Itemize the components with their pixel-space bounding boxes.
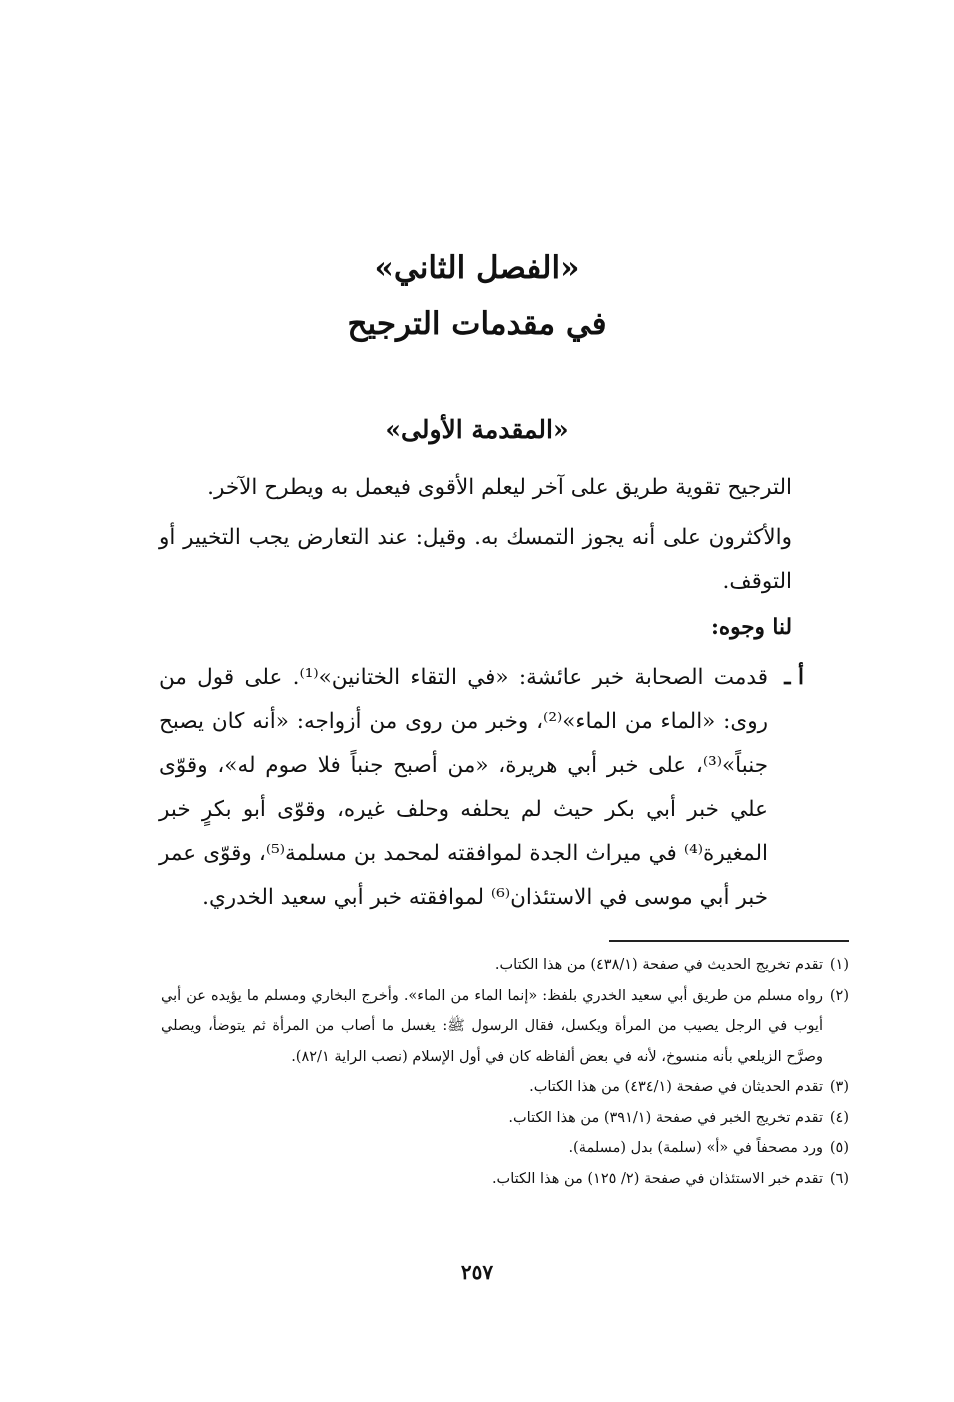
footnote-number: (٣): [829, 1079, 849, 1095]
list-item-a-text: قدمت الصحابة خبر عائشة: «في التقاء الختانين»⁽¹⁾. على قول من روى: «الماء من الماء»⁽²⁾، وخبر من روى من أزواجه: «أنه كان يصبح جنباً»⁽³⁾، على خبر أبي هريرة، «من أصبح جنباً فلا صوم له»، وقوّى علي خبر أبي بكر حيث لم يحلفه وحلف غيره، وقوّى أبو بكرٍ خبر المغيرة⁽⁴⁾ في ميراث الجدة لموافقته لمحمد بن مسلمة⁽⁵⁾، وقوّى عمر خبر أبي موسى في الاستئذان⁽⁶⁾ لموافقته خبر أبي سعيد الخدري.: [159, 665, 769, 910]
footnote-text: ورد مصحفاً في «أ» (سلمة) بدل (مسلمة).: [568, 1140, 823, 1156]
section-title: «المقدمة الأولى»: [385, 415, 569, 444]
body-text: [159, 466, 804, 920]
footnote: [161, 1133, 849, 1164]
page-number: ٢٥٧: [460, 1260, 494, 1284]
footnote: [161, 1164, 849, 1195]
footnote-text: رواه مسلم من طريق أبي سعيد الخدري بلفظ: «إنما الماء من الماء». وأخرج البخاري ومسلم ما يؤيده عن أبي أيوب في الرجل يصيب من المرأة ويكسل، فقال الرسول ﷺ: يغسل ما أصاب من المرأة ثم يتوضأ، ويصلي وصرَّح الزيلعي بأنه منسوخ، لأنه في بعض ألفاظه كان في أول الإسلام (نصب الراية ٨٢/١).: [161, 987, 823, 1065]
footnotes: [161, 950, 849, 1194]
footnote-text: تقدم الحديثان في صفحة (٤٣٤/١) من هذا الكتاب.: [529, 1079, 823, 1095]
footnote: [161, 1103, 849, 1134]
chapter-title-line1: «الفصل الثاني»: [374, 250, 580, 286]
list-marker-a: أ ـ: [784, 665, 804, 690]
subheading-reasons: لنا وجوه:: [710, 615, 792, 640]
footnote-number: (١): [829, 957, 849, 973]
chapter-title-line2: في مقدمات الترجيح: [347, 306, 607, 342]
chapter-title: [0, 240, 954, 352]
footnote: [161, 981, 849, 1073]
footnote-text: تقدم تخريج الحديث في صفحة (٤٣٨/١) من هذا الكتاب.: [494, 957, 823, 973]
paragraph-definition: الترجيح تقوية طريق على آخر ليعلم الأقوى فيعمل به ويطرح الآخر.: [207, 475, 792, 500]
footnote-number: (٤): [829, 1109, 849, 1126]
footnote-number: (٦): [829, 1170, 849, 1187]
footnote-number: (٥): [829, 1140, 849, 1156]
footnote-number: (٢): [829, 987, 849, 1004]
list-item-a: [159, 656, 804, 920]
footnote-divider: [609, 940, 849, 942]
footnote-text: تقدم خبر الاستئذان في صفحة (٢/ ١٢٥) من هذا الكتاب.: [491, 1170, 823, 1187]
footnote: [161, 950, 849, 981]
footnote-text: تقدم تخريج الخبر في صفحة (٣٩١/١) من هذا الكتاب.: [508, 1109, 823, 1126]
footnote: [161, 1072, 849, 1103]
paragraph-opinions: والأكثرون على أنه يجوز التمسك به. وقيل: عند التعارض يجب التخيير أو التوقف.: [159, 525, 792, 594]
